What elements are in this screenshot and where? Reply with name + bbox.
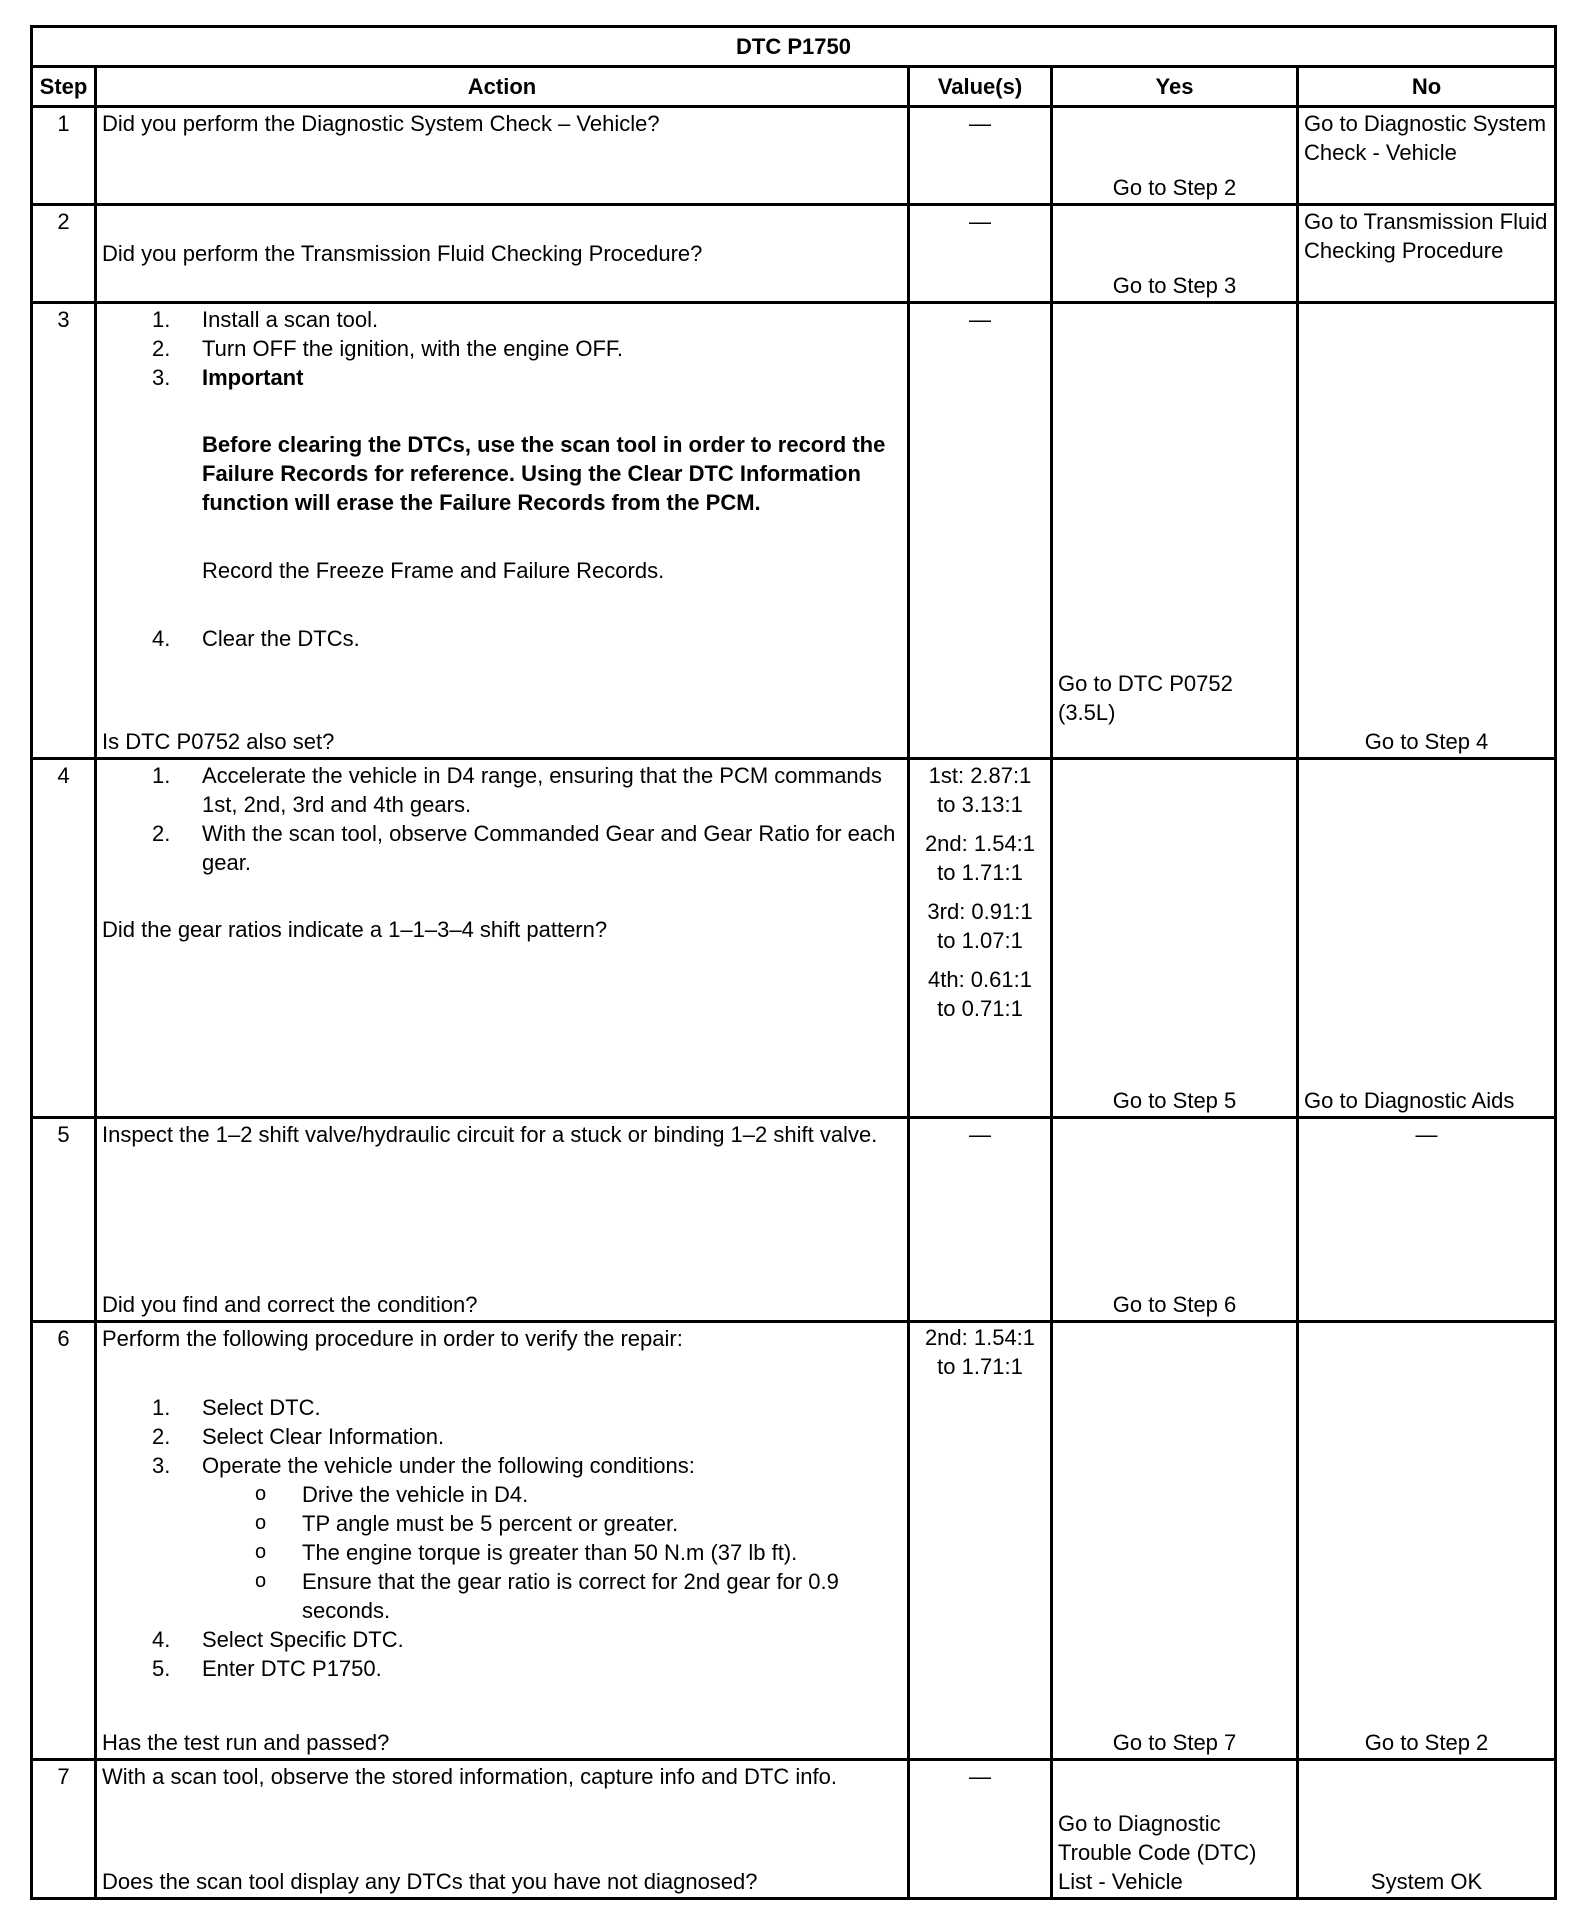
no-link[interactable]: Go to Diagnostic System Check - Vehicle <box>1298 107 1556 205</box>
value-text: 2nd: 1.54:1 to 1.71:1 <box>909 1322 1052 1760</box>
step-number: 3 <box>32 303 96 759</box>
no-text: System OK <box>1370 1869 1483 1894</box>
list-item: 5. Enter DTC P1750. <box>152 1656 382 1681</box>
dtc-table <box>30 25 1557 1900</box>
step-number: 5 <box>32 1118 96 1322</box>
list-item: 1. Accelerate the vehicle in D4 range, ensuring that the PCM commands 1st, 2nd, 3rd and 4th gears. <box>152 763 882 817</box>
value-text: — <box>909 107 1052 205</box>
table-row <box>32 205 1556 303</box>
yes-link[interactable]: Go to Step 2 <box>1112 175 1237 200</box>
step-number: 6 <box>32 1322 96 1760</box>
value-text: — <box>909 303 1052 759</box>
yes-link[interactable]: Go to Step 3 <box>1112 273 1237 298</box>
value-text: — <box>909 205 1052 303</box>
list-item: 2. With the scan tool, observe Commanded Gear and Gear Ratio for each gear. <box>152 821 896 875</box>
important-note: Before clearing the DTCs, use the scan tool in order to record the Failure Records for reference. Using the Clear DTC Information function will erase the Failure Records from the PCM. <box>202 432 886 515</box>
yes-link[interactable]: Go to Step 5 <box>1112 1088 1237 1113</box>
action-text: Did you perform the Diagnostic System Check – Vehicle? <box>96 107 909 205</box>
list-item: 4. Clear the DTCs. <box>152 626 360 651</box>
value-text: — <box>909 1118 1052 1322</box>
question-text: Is DTC P0752 also set? <box>102 729 335 754</box>
no-link[interactable]: Go to Diagnostic Aids <box>1304 1088 1515 1113</box>
list-item: 4. Select Specific DTC. <box>152 1627 404 1652</box>
procedure-list <box>102 761 902 877</box>
action-cell <box>96 1118 909 1322</box>
action-text: Did you perform the Transmission Fluid Checking Procedure? <box>96 205 909 303</box>
action-text: With a scan tool, observe the stored information, capture info and DTC info. <box>102 1764 837 1789</box>
ratio-2nd: 2nd: 1.54:1 to 1.71:1 <box>924 831 1036 885</box>
yes-link[interactable]: Go to Step 6 <box>1112 1292 1237 1317</box>
step-number: 2 <box>32 205 96 303</box>
procedure-list <box>102 1393 902 1683</box>
question-text: Does the scan tool display any DTCs that you have not diagnosed? <box>102 1869 758 1894</box>
yes-link[interactable]: Go to DTC P0752 (3.5L) <box>1058 671 1233 725</box>
list-item: 3. Operate the vehicle under the following conditions: o Drive the vehicle in D4. o TP angle must be 5 percent or greater. o The engine torque is greater than 50 N.m (37 lb ft). o Ensure that the gear ratio is correct for 2nd gear for 0.9 seconds. <box>102 1451 902 1625</box>
action-text: Inspect the 1–2 shift valve/hydraulic circuit for a stuck or binding 1–2 shift valve. <box>102 1122 878 1147</box>
table-row <box>32 759 1556 1118</box>
table-row <box>32 303 1556 759</box>
list-item: o Ensure that the gear ratio is correct for 2nd gear for 0.9 seconds. <box>255 1569 839 1623</box>
table-row <box>32 107 1556 205</box>
yes-link[interactable]: Go to Diagnostic Trouble Code (DTC) List - Vehicle <box>1058 1811 1257 1894</box>
step-number: 1 <box>32 107 96 205</box>
table-title: DTC P1750 <box>32 27 1556 67</box>
header-step: Step <box>32 67 96 107</box>
list-item: 1. Select DTC. <box>152 1395 321 1420</box>
table-row <box>32 1118 1556 1322</box>
header-yes: Yes <box>1052 67 1298 107</box>
step-number: 4 <box>32 759 96 1118</box>
no-link[interactable]: Go to Transmission Fluid Checking Procedure <box>1298 205 1556 303</box>
question-text: Did you find and correct the condition? <box>102 1292 478 1317</box>
ratio-4th: 4th: 0.61:1 to 0.71:1 <box>928 967 1032 1021</box>
question-text: Has the test run and passed? <box>102 1730 390 1755</box>
intro-text: Perform the following procedure in order to verify the repair: <box>102 1326 683 1351</box>
value-cell <box>909 759 1052 1118</box>
step-number: 7 <box>32 1760 96 1899</box>
header-no: No <box>1298 67 1556 107</box>
action-cell <box>96 759 909 1118</box>
ratio-1st: 1st: 2.87:1 to 3.13:1 <box>928 763 1032 817</box>
action-cell <box>96 303 909 759</box>
table-row <box>32 1760 1556 1899</box>
action-cell <box>96 1322 909 1760</box>
list-item: 3. Important Before clearing the DTCs, use the scan tool in order to record the Failure Records for reference. Using the Clear DTC Information function will erase the Failure Records from the PCM. Record the Freeze Frame and Failure Records. <box>102 363 902 585</box>
no-text: — <box>1298 1118 1556 1322</box>
question-text: Did the gear ratios indicate a 1–1–3–4 shift pattern? <box>102 917 608 942</box>
header-action: Action <box>96 67 909 107</box>
header-values: Value(s) <box>909 67 1052 107</box>
list-item: o TP angle must be 5 percent or greater. <box>255 1511 679 1536</box>
value-text: — <box>909 1760 1052 1899</box>
yes-link[interactable]: Go to Step 7 <box>1112 1730 1237 1755</box>
action-cell <box>96 1760 909 1899</box>
ratio-3rd: 3rd: 0.91:1 to 1.07:1 <box>927 899 1033 953</box>
record-instruction: Record the Freeze Frame and Failure Records. <box>202 558 665 583</box>
list-item: 1. Install a scan tool. <box>152 307 379 332</box>
condition-list <box>202 1480 902 1625</box>
list-item: o The engine torque is greater than 50 N.m (37 lb ft). <box>255 1540 798 1565</box>
list-item: 2. Turn OFF the ignition, with the engine OFF. <box>152 336 624 361</box>
list-item: 2. Select Clear Information. <box>152 1424 445 1449</box>
no-link[interactable]: Go to Step 4 <box>1364 729 1489 754</box>
no-link[interactable]: Go to Step 2 <box>1364 1730 1489 1755</box>
table-row <box>32 1322 1556 1760</box>
procedure-list <box>102 305 902 653</box>
list-item: o Drive the vehicle in D4. <box>255 1482 529 1507</box>
